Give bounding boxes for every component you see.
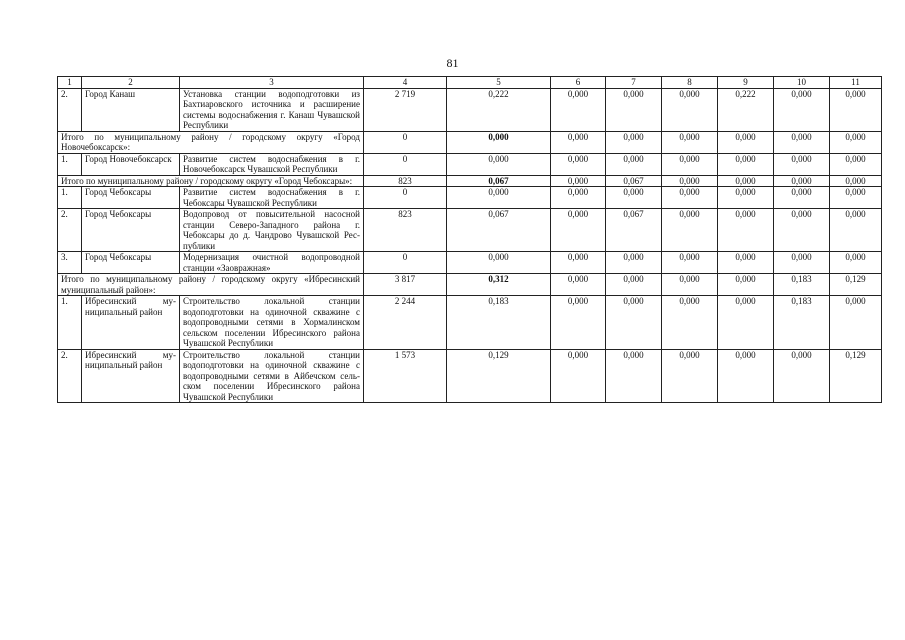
value-cell: 0,129 [830, 349, 882, 403]
value-cell: 0,000 [662, 349, 718, 403]
value-cell: 0,000 [662, 153, 718, 175]
value-cell: 0,000 [718, 209, 774, 252]
municipality-name: Город Чебоксары [82, 209, 180, 252]
value-cell: 0,067 [606, 209, 662, 252]
table-row [58, 296, 882, 350]
data-table [57, 76, 882, 403]
value-cell: 0,000 [551, 209, 606, 252]
value-cell: 2 244 [364, 296, 447, 350]
value-cell: 0,000 [447, 187, 551, 209]
row-number: 2. [58, 88, 82, 131]
value-cell: 0,000 [606, 349, 662, 403]
value-cell: 0,000 [830, 153, 882, 175]
value-cell: 0,067 [447, 175, 551, 187]
value-cell: 823 [364, 175, 447, 187]
value-cell: 0,000 [718, 349, 774, 403]
header-cell: 2 [82, 77, 180, 89]
row-number: 3. [58, 252, 82, 274]
value-cell: 0,000 [551, 296, 606, 350]
header-cell: 7 [606, 77, 662, 89]
value-cell: 2 719 [364, 88, 447, 131]
row-number: 2. [58, 209, 82, 252]
project-description: Установка станции водоподготовки из Бахтиаровского источника и расширение системы водоснабжения г. Канаш Чувашской Республики [180, 88, 364, 131]
value-cell: 0,000 [830, 131, 882, 153]
value-cell: 0,183 [774, 296, 830, 350]
total-label: Итого по муниципальному району / городскому округу «Ибресинский муниципальный район»: [58, 274, 364, 296]
header-cell: 9 [718, 77, 774, 89]
municipality-name: Ибресинский муниципальный район [82, 296, 180, 350]
project-description: Строительство локальной станции водоподготовки на одиночной скважине с водопроводными сетями в Хормалинском сельском поселении Ибресинского района Чувашской Республики [180, 296, 364, 350]
value-cell: 0,000 [606, 296, 662, 350]
table-row [58, 209, 882, 252]
value-cell: 0 [364, 252, 447, 274]
value-cell: 0,000 [662, 209, 718, 252]
total-row [58, 131, 882, 153]
value-cell: 0,129 [830, 274, 882, 296]
value-cell: 823 [364, 209, 447, 252]
value-cell: 0,000 [718, 296, 774, 350]
value-cell: 0,000 [774, 153, 830, 175]
value-cell: 0,000 [718, 187, 774, 209]
value-cell: 0,000 [447, 131, 551, 153]
page-number: 81 [446, 56, 459, 70]
value-cell: 0,000 [662, 274, 718, 296]
header-cell: 1 [58, 77, 82, 89]
header-row [58, 77, 882, 89]
table-row [58, 187, 882, 209]
header-cell: 5 [447, 77, 551, 89]
table-row [58, 252, 882, 274]
value-cell: 0,000 [774, 209, 830, 252]
value-cell: 0,000 [606, 131, 662, 153]
value-cell: 0,000 [830, 252, 882, 274]
row-number: 1. [58, 153, 82, 175]
total-row [58, 175, 882, 187]
municipality-name: Ибресинский муниципальный район [82, 349, 180, 403]
header-cell: 10 [774, 77, 830, 89]
header-cell: 6 [551, 77, 606, 89]
value-cell: 0,222 [447, 88, 551, 131]
value-cell: 0,000 [606, 252, 662, 274]
project-description: Развитие систем водоснабжения в г. Новочебоксарск Чувашской Республики [180, 153, 364, 175]
value-cell: 0,000 [662, 252, 718, 274]
value-cell: 0,000 [551, 153, 606, 175]
value-cell: 0,183 [447, 296, 551, 350]
value-cell: 0,000 [606, 153, 662, 175]
value-cell: 0,000 [606, 187, 662, 209]
value-cell: 0,000 [606, 88, 662, 131]
value-cell: 0,222 [718, 88, 774, 131]
value-cell: 0,000 [830, 175, 882, 187]
project-description: Развитие систем водоснабжения в г. Чебоксары Чувашской Республики [180, 187, 364, 209]
value-cell: 0,000 [774, 88, 830, 131]
value-cell: 0,000 [606, 274, 662, 296]
value-cell: 0,000 [551, 88, 606, 131]
value-cell: 0,129 [447, 349, 551, 403]
total-label: Итого по муниципальному району / городскому округу «Город Чебоксары»: [58, 175, 364, 187]
row-number: 1. [58, 296, 82, 350]
value-cell: 0,000 [774, 175, 830, 187]
project-description: Строительство локальной станции водоподготовки на одиночной скважине с водопроводными сетями в Айбечском сельском поселении Ибресинского района Чувашской Республики [180, 349, 364, 403]
value-cell: 0,000 [551, 175, 606, 187]
header-cell: 4 [364, 77, 447, 89]
header-cell: 3 [180, 77, 364, 89]
value-cell: 0,000 [662, 88, 718, 131]
value-cell: 0,000 [774, 349, 830, 403]
municipality-name: Город Чебоксары [82, 187, 180, 209]
value-cell: 0,000 [447, 252, 551, 274]
value-cell: 0,000 [551, 274, 606, 296]
value-cell: 0,000 [662, 296, 718, 350]
value-cell: 0,000 [551, 131, 606, 153]
value-cell: 0,000 [447, 153, 551, 175]
municipality-name: Город Чебоксары [82, 252, 180, 274]
value-cell: 0,000 [718, 252, 774, 274]
value-cell: 0,000 [830, 296, 882, 350]
value-cell: 0,000 [830, 187, 882, 209]
value-cell: 0 [364, 131, 447, 153]
project-description: Водопровод от повысительной насосной станции Северо-Западного района г. Чебоксары до д. Чандрово Чувашской Республики [180, 209, 364, 252]
value-cell: 0,183 [774, 274, 830, 296]
value-cell: 0,000 [551, 187, 606, 209]
row-number: 2. [58, 349, 82, 403]
project-description: Модернизация очистной водопроводной станции «Заовражная» [180, 252, 364, 274]
total-row [58, 274, 882, 296]
value-cell: 0,000 [718, 131, 774, 153]
total-label: Итого по муниципальному району / городскому округу «Город Новочебоксарск»: [58, 131, 364, 153]
value-cell: 0,067 [606, 175, 662, 187]
header-cell: 8 [662, 77, 718, 89]
value-cell: 0,067 [447, 209, 551, 252]
value-cell: 3 817 [364, 274, 447, 296]
value-cell: 0,000 [662, 187, 718, 209]
row-number: 1. [58, 187, 82, 209]
municipality-name: Город Новочебоксарск [82, 153, 180, 175]
value-cell: 0,000 [662, 131, 718, 153]
value-cell: 0,000 [718, 175, 774, 187]
value-cell: 0,000 [830, 209, 882, 252]
value-cell: 0,000 [830, 88, 882, 131]
value-cell: 0,000 [662, 175, 718, 187]
header-cell: 11 [830, 77, 882, 89]
value-cell: 0,000 [551, 252, 606, 274]
table-row [58, 88, 882, 131]
value-cell: 0,000 [718, 274, 774, 296]
value-cell: 1 573 [364, 349, 447, 403]
value-cell: 0,000 [551, 349, 606, 403]
value-cell: 0,000 [718, 153, 774, 175]
value-cell: 0 [364, 153, 447, 175]
municipality-name: Город Канаш [82, 88, 180, 131]
value-cell: 0,000 [774, 131, 830, 153]
table-row [58, 153, 882, 175]
value-cell: 0 [364, 187, 447, 209]
value-cell: 0,000 [774, 252, 830, 274]
value-cell: 0,000 [774, 187, 830, 209]
value-cell: 0,312 [447, 274, 551, 296]
table-row [58, 349, 882, 403]
